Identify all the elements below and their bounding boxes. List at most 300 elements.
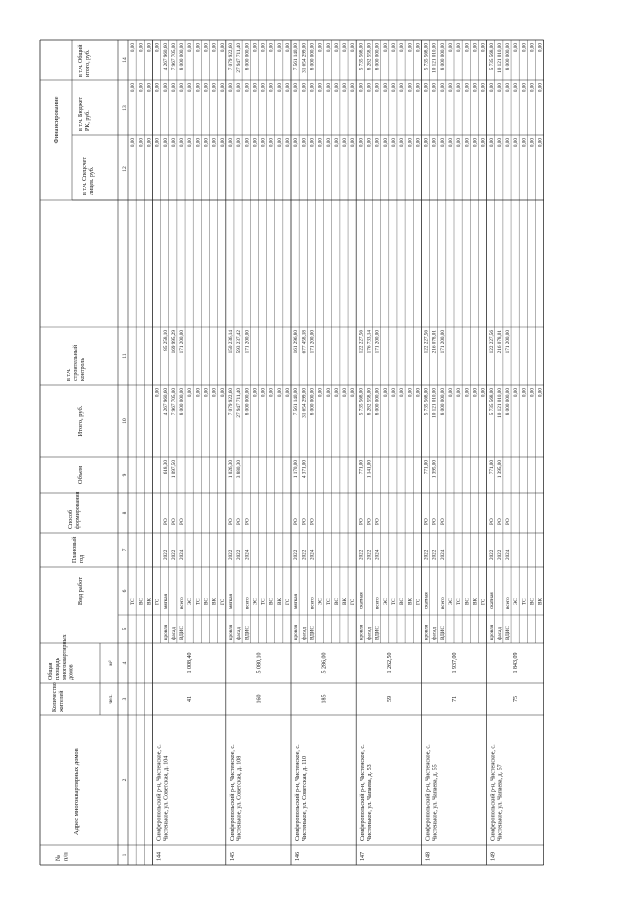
total-cell: 0,00 (285, 388, 291, 398)
work-type-cell: ГС (285, 598, 291, 605)
total-cell: 8 000 000,00 (309, 388, 316, 416)
volume-cell: 771,00 (488, 460, 495, 475)
fin-budget-cell: 0,00 (162, 83, 169, 93)
entry-address: Симферопольский р-н, Чистенское, с.Чистенькое, ул. Чапаева, д. 53 (360, 744, 374, 841)
entry-address: Симферопольский р-н, Чистенское, с.Чистенькое, ул. Советская, д. 108 (229, 744, 243, 841)
fin-budget-cell: 0,00 (423, 83, 430, 93)
fin-budget-cell: 0,00 (342, 83, 349, 93)
volume-cell: 1 026,30 (227, 460, 234, 479)
fin-total-cell: 27 947 711,40 (236, 43, 243, 73)
formation-method-cell: РО (423, 518, 430, 525)
total-cell: 0,00 (480, 388, 487, 398)
entry-residents: 160 (256, 694, 263, 704)
column-number-8: 8 (122, 511, 128, 515)
fin-total-cell: 0,00 (195, 43, 202, 53)
work-type-cell: ВК (537, 598, 544, 605)
work-subtype-cell: всего (505, 597, 512, 609)
work-type-cell: фасад (496, 627, 503, 640)
volume-cell: 771,00 (423, 460, 430, 475)
fin-special-cell: 0,00 (162, 138, 169, 148)
fin-budget-cell: 0,00 (399, 83, 406, 93)
total-cell: 0,00 (350, 388, 357, 398)
fin-special-cell: 0,00 (390, 138, 397, 148)
fin-total-cell: 0,00 (456, 43, 463, 53)
plan-year-cell: 2024 (505, 549, 512, 560)
entry-residents: 59 (386, 696, 393, 702)
fin-special-cell: 0,00 (211, 138, 218, 148)
work-type-cell: ГС (154, 598, 161, 605)
entry-residents: 185 (321, 694, 328, 704)
fin-total-cell: 8 000 000,00 (505, 43, 512, 71)
work-type-cell: ВК (407, 598, 414, 605)
total-cell: 8 000 000,00 (374, 388, 381, 416)
control-cell: 176 733,14 (366, 330, 373, 354)
work-type-cell: ЭС (513, 598, 520, 605)
fin-special-cell: 0,00 (472, 138, 479, 148)
fin-special-cell: 0,00 (488, 138, 495, 148)
work-type-cell: фасад (366, 627, 373, 640)
fin-special-cell: 0,00 (146, 138, 153, 148)
fin-total-cell: 0,00 (472, 43, 479, 53)
work-type-cell: ВС (203, 598, 210, 605)
fin-special-cell: 0,00 (130, 138, 137, 148)
work-subtype-cell: мягкая (162, 594, 169, 609)
fin-total-cell: 0,00 (399, 43, 406, 53)
control-cell: 171 200,00 (374, 330, 381, 354)
work-subtype-cell: всего (244, 597, 251, 609)
formation-method-cell: РО (179, 518, 186, 525)
fin-total-cell: 0,00 (252, 43, 259, 53)
fin-total-cell: 7 967 705,00 (170, 43, 177, 71)
work-type-cell: кровля (358, 624, 365, 640)
fin-total-cell: 0,00 (203, 43, 210, 53)
fin-total-cell: 0,00 (154, 43, 161, 53)
fin-special-cell: 0,00 (366, 138, 373, 148)
fin-total-cell: 0,00 (464, 43, 471, 53)
fin-total-cell: 0,00 (219, 43, 226, 53)
work-subtype-cell: скатная (423, 592, 430, 609)
fin-special-cell: 0,00 (439, 138, 446, 148)
header-address: Адрес многоквартирных домов (73, 748, 80, 835)
work-type-cell: фасад (170, 627, 177, 640)
fin-special-cell: 0,00 (317, 138, 324, 148)
fin-special-cell: 0,00 (505, 138, 512, 148)
work-type-cell: ВДИС (244, 625, 251, 640)
fin-total-cell: 0,00 (317, 43, 324, 53)
control-cell: 216 078,01 (496, 330, 503, 354)
fin-total-cell: 0,00 (415, 43, 422, 53)
work-subtype-cell: скатная (358, 592, 365, 609)
fin-budget-cell: 0,00 (170, 83, 177, 93)
total-cell: 0,00 (521, 388, 528, 398)
total-cell: 0,00 (390, 388, 397, 398)
formation-method-cell: РО (244, 518, 251, 525)
fin-total-cell: 0,00 (130, 43, 137, 53)
total-cell: 0,00 (472, 388, 479, 398)
total-cell: 8 000 000,00 (179, 388, 186, 416)
fin-total-cell: 5 735 568,00 (423, 43, 430, 71)
work-type-cell: кровля (423, 624, 430, 640)
column-number-14: 14 (122, 57, 128, 63)
header-no: №п/п (55, 852, 70, 861)
formation-method-cell: РО (366, 518, 373, 525)
fin-special-cell: 0,00 (179, 138, 186, 148)
control-cell: 593 237,42 (236, 330, 243, 354)
plan-year-cell: 2022 (358, 549, 365, 560)
fin-budget-cell: 0,00 (521, 83, 528, 93)
volume-cell: 1 395,00 (431, 460, 438, 479)
fin-total-cell: 0,00 (187, 43, 194, 53)
total-cell: 7 079 922,60 (227, 388, 234, 416)
fin-special-cell: 0,00 (382, 138, 389, 148)
control-cell: 171 200,00 (505, 330, 512, 354)
fin-special-cell: 0,00 (423, 138, 430, 148)
total-cell: 5 735 568,00 (358, 388, 365, 416)
fin-total-cell: 5 735 568,00 (358, 43, 365, 71)
work-type-cell: ВС (529, 598, 536, 605)
fin-budget-cell: 0,00 (415, 83, 422, 93)
control-cell: 171 200,00 (439, 330, 446, 354)
fin-special-cell: 0,00 (448, 138, 454, 148)
fin-total-cell: 0,00 (529, 43, 536, 53)
fin-budget-cell: 0,00 (252, 83, 259, 93)
work-type-cell: ВДИС (309, 625, 316, 640)
fin-total-cell: 0,00 (537, 43, 544, 53)
work-subtype-cell: всего (374, 597, 381, 609)
fin-special-cell: 0,00 (431, 138, 438, 148)
entry-address: Симферопольский р-н, Чистенское, с.Чистенькое, ул. Чапаева, д. 57 (490, 744, 504, 841)
work-type-cell: кровля (227, 624, 234, 640)
fin-budget-cell: 0,00 (211, 83, 218, 93)
plan-year-cell: 2022 (293, 549, 300, 560)
total-cell: 5 735 568,00 (423, 388, 430, 416)
fin-budget-cell: 0,00 (505, 83, 512, 93)
fin-total-cell: 10 121 010,00 (496, 43, 503, 73)
total-cell: 31 654 299,00 (301, 388, 308, 418)
control-cell: 150 236,14 (227, 330, 234, 354)
fin-budget-cell: 0,00 (480, 83, 487, 93)
volume-cell: 771,00 (358, 460, 365, 475)
fin-total-cell: 7 561 140,00 (293, 43, 300, 71)
fin-budget-cell: 0,00 (301, 83, 308, 93)
fin-total-cell: 8 000 000,00 (309, 43, 316, 71)
work-type-cell: кровля (293, 624, 300, 640)
work-type-cell: ТС (390, 598, 397, 605)
fin-total-cell: 0,00 (333, 43, 340, 53)
fin-budget-cell: 0,00 (537, 83, 544, 93)
work-type-cell: ТС (130, 598, 137, 605)
control-cell: 161 296,80 (293, 330, 300, 354)
fin-total-cell: 4 267 960,60 (162, 43, 169, 71)
fin-budget-cell: 0,00 (268, 83, 275, 93)
total-cell: 7 967 705,00 (170, 388, 177, 416)
fin-budget-cell: 0,00 (309, 83, 316, 93)
fin-special-cell: 0,00 (268, 138, 275, 148)
work-type-cell: ТС (521, 598, 528, 605)
volume-cell: 1 097,50 (170, 460, 177, 479)
column-number-6: 6 (122, 589, 128, 593)
entry-address: Симферопольский р-н, Чистенское, с.Чистенькое, ул. Советская, д. 104 (156, 744, 170, 841)
fin-total-cell: 8 000 000,00 (439, 43, 446, 71)
control-cell: 216 078,01 (431, 330, 438, 354)
fin-budget-cell: 0,00 (431, 83, 438, 93)
entry-area: 1 937,00 (452, 652, 458, 674)
column-number-10: 10 (122, 418, 128, 424)
fin-budget-cell: 0,00 (219, 83, 226, 93)
total-cell: 0,00 (211, 388, 218, 398)
entry-no: 148 (425, 852, 432, 861)
column-number-4: 4 (122, 661, 128, 665)
formation-method-cell: РО (301, 518, 308, 525)
formation-method-cell: РО (227, 518, 234, 525)
fin-total-cell: 0,00 (285, 43, 291, 53)
work-type-cell: ВДИС (505, 625, 512, 640)
fin-special-cell: 0,00 (170, 138, 177, 148)
work-type-cell: ТС (456, 598, 463, 605)
fin-total-cell: 0,00 (480, 43, 487, 53)
work-type-cell: ВК (342, 598, 349, 605)
fin-total-cell: 31 654 299,00 (301, 43, 308, 73)
work-type-cell: ТС (260, 598, 267, 605)
fin-total-cell: 0,00 (211, 43, 218, 53)
work-type-cell: ВК (211, 598, 218, 605)
fin-budget-cell: 0,00 (407, 83, 414, 93)
formation-method-cell: РО (236, 518, 243, 525)
plan-year-cell: 2024 (179, 549, 186, 560)
fin-special-cell: 0,00 (276, 138, 283, 148)
fin-special-cell: 0,00 (285, 138, 291, 148)
fin-budget-cell: 0,00 (130, 83, 137, 93)
entry-no: 149 (490, 852, 497, 861)
total-cell: 4 267 960,60 (162, 388, 169, 416)
fin-total-cell: 7 079 922,60 (227, 43, 234, 71)
work-type-cell: фасад (301, 627, 308, 640)
fin-budget-cell: 0,00 (496, 83, 503, 93)
column-number-5: 5 (122, 627, 128, 631)
plan-year-cell: 2024 (309, 549, 316, 560)
fin-special-cell: 0,00 (301, 138, 308, 148)
total-cell: 8 000 000,00 (505, 388, 512, 416)
plan-year-cell: 2024 (439, 549, 446, 560)
work-subtype-cell: скатная (488, 592, 495, 609)
fin-special-cell: 0,00 (350, 138, 357, 148)
fin-total-cell: 0,00 (350, 43, 357, 53)
column-number-3: 3 (122, 697, 128, 701)
fin-budget-cell: 0,00 (350, 83, 357, 93)
column-number-9: 9 (122, 473, 128, 477)
work-type-cell: фасад (431, 627, 438, 640)
work-type-cell: кровля (162, 624, 169, 640)
total-cell: 0,00 (464, 388, 471, 398)
fin-special-cell: 0,00 (244, 138, 251, 148)
plan-year-cell: 2022 (227, 549, 234, 560)
fin-budget-cell: 0,00 (293, 83, 300, 93)
control-cell: 85 258,10 (162, 330, 169, 351)
fin-special-cell: 0,00 (521, 138, 528, 148)
fin-special-cell: 0,00 (399, 138, 406, 148)
formation-method-cell: РО (374, 518, 381, 525)
fin-special-cell: 0,00 (374, 138, 381, 148)
work-type-cell: ВК (276, 598, 283, 605)
total-cell: 8 000 000,00 (244, 388, 251, 416)
total-cell: 0,00 (415, 388, 422, 398)
fin-total-cell: 0,00 (138, 43, 145, 53)
total-cell: 0,00 (276, 388, 283, 398)
work-type-cell: ВС (268, 598, 275, 605)
plan-year-cell: 2022 (301, 549, 308, 560)
total-cell: 8 282 558,00 (366, 388, 373, 416)
fin-budget-cell: 0,00 (244, 83, 251, 93)
work-type-cell: ЭС (317, 598, 324, 605)
fin-special-cell: 0,00 (195, 138, 202, 148)
total-cell: 8 000 000,00 (439, 388, 446, 416)
total-cell: 0,00 (537, 388, 544, 398)
work-type-cell: ВС (464, 598, 471, 605)
entry-no: 146 (295, 852, 301, 861)
entry-area: 1 843,09 (513, 652, 520, 674)
fin-special-cell: 0,00 (309, 138, 316, 148)
volume-cell: 618,30 (162, 460, 169, 475)
header-residents-unit: чел. (108, 694, 114, 704)
fin-total-cell: 0,00 (407, 43, 414, 53)
fin-special-cell: 0,00 (138, 138, 145, 148)
fin-budget-cell: 0,00 (203, 83, 210, 93)
formation-method-cell: РО (496, 518, 503, 525)
fin-budget-cell: 0,00 (529, 83, 536, 93)
total-cell: 0,00 (195, 388, 202, 398)
fin-budget-cell: 0,00 (179, 83, 186, 93)
total-cell: 0,00 (407, 388, 414, 398)
work-type-cell: ВК (472, 598, 479, 605)
work-type-cell: ГС (415, 598, 422, 605)
work-type-cell: ВС (138, 598, 145, 605)
entry-residents: 41 (187, 696, 194, 702)
control-cell: 122 227,56 (358, 330, 365, 354)
fin-budget-cell: 0,00 (317, 83, 324, 93)
fin-budget-cell: 0,00 (333, 83, 340, 93)
fin-budget-cell: 0,00 (138, 83, 145, 93)
fin-special-cell: 0,00 (154, 138, 161, 148)
header-total: Итого, руб. (77, 405, 84, 437)
entry-residents: 71 (452, 696, 458, 702)
entry-no: 147 (360, 852, 367, 861)
plan-year-cell: 2022 (162, 549, 169, 560)
work-type-cell: ЭС (252, 598, 259, 605)
work-type-cell: ТС (195, 598, 202, 605)
total-cell: 0,00 (382, 388, 389, 398)
fin-special-cell: 0,00 (529, 138, 536, 148)
fin-budget-cell: 0,00 (374, 83, 381, 93)
total-cell: 27 947 711,40 (236, 388, 243, 418)
fin-total-cell: 8 000 000,00 (244, 43, 251, 71)
work-subtype-cell: мягкая (293, 594, 300, 609)
work-type-cell: ВДИС (179, 625, 186, 640)
column-number-7: 7 (122, 548, 128, 552)
fin-total-cell: 0,00 (390, 43, 397, 53)
entry-address: Симферопольский р-н, Чистенское, с.Чистенькое, ул. Чапаева, д. 55 (425, 744, 439, 841)
control-cell: 122 227,56 (488, 330, 495, 354)
work-type-cell: фасад (236, 627, 243, 640)
total-cell: 7 561 140,00 (293, 388, 300, 416)
entry-no: 145 (229, 852, 236, 861)
fin-special-cell: 0,00 (537, 138, 544, 148)
fin-budget-cell: 0,00 (276, 83, 283, 93)
header-fin-special: в т.ч. Спецсчетлицев. руб. (82, 157, 95, 195)
total-cell: 5 735 568,00 (488, 388, 495, 416)
formation-method-cell: РО (488, 518, 495, 525)
fin-special-cell: 0,00 (480, 138, 487, 148)
header-work-type: Вид работ (77, 576, 84, 606)
fin-total-cell: 10 121 010,00 (431, 43, 438, 73)
total-cell: 0,00 (513, 388, 520, 398)
column-number-2: 2 (122, 778, 128, 782)
fin-special-cell: 0,00 (342, 138, 349, 148)
control-cell: 171 200,00 (179, 330, 186, 354)
entry-no: 144 (156, 852, 163, 861)
fin-budget-cell: 0,00 (513, 83, 520, 93)
fin-special-cell: 0,00 (252, 138, 259, 148)
volume-cell: 1 395,00 (496, 460, 503, 479)
formation-method-cell: РО (358, 518, 365, 525)
control-cell: 122 227,56 (423, 330, 430, 354)
total-cell: 0,00 (456, 388, 463, 398)
total-cell: 0,00 (529, 388, 536, 398)
fin-total-cell: 0,00 (382, 43, 389, 53)
work-type-cell: ВДИС (439, 625, 446, 640)
work-type-cell: ВДИС (374, 625, 381, 640)
total-cell: 0,00 (219, 388, 226, 398)
total-cell: 0,00 (448, 388, 454, 398)
fin-budget-cell: 0,00 (456, 83, 463, 93)
work-type-cell: кровля (488, 624, 495, 640)
fin-budget-cell: 0,00 (227, 83, 234, 93)
total-cell: 10 121 010,00 (431, 388, 438, 418)
formation-method-cell: РО (162, 518, 169, 525)
plan-year-cell: 2022 (366, 549, 373, 560)
entry-area: 1 262,50 (386, 652, 393, 674)
volume-cell: 1 141,00 (366, 460, 373, 479)
fin-total-cell: 8 282 558,00 (366, 43, 373, 71)
total-cell: 0,00 (252, 388, 259, 398)
work-subtype-cell: всего (309, 597, 316, 609)
entry-area: 1 008,40 (187, 652, 194, 674)
work-type-cell: ЭС (448, 598, 454, 605)
fin-budget-cell: 0,00 (146, 83, 153, 93)
fin-budget-cell: 0,00 (358, 83, 365, 93)
fin-total-cell: 0,00 (342, 43, 349, 53)
entry-residents: 75 (513, 696, 520, 702)
fin-budget-cell: 0,00 (439, 83, 446, 93)
work-subtype-cell: всего (439, 597, 446, 609)
fin-total-cell: 0,00 (260, 43, 267, 53)
fin-special-cell: 0,00 (415, 138, 422, 148)
fin-special-cell: 0,00 (227, 138, 234, 148)
fin-total-cell: 0,00 (268, 43, 275, 53)
fin-special-cell: 0,00 (219, 138, 226, 148)
work-subtype-cell: всего (179, 597, 186, 609)
column-number-11: 11 (122, 353, 128, 359)
work-type-cell: ТС (325, 598, 332, 605)
work-type-cell: ВС (333, 598, 340, 605)
control-cell: 171 200,00 (244, 330, 251, 354)
formation-method-cell: РО (293, 518, 300, 525)
total-cell: 0,00 (203, 388, 210, 398)
fin-budget-cell: 0,00 (195, 83, 202, 93)
fin-total-cell: 0,00 (325, 43, 332, 53)
fin-budget-cell: 0,00 (472, 83, 479, 93)
fin-special-cell: 0,00 (333, 138, 340, 148)
fin-budget-cell: 0,00 (260, 83, 267, 93)
